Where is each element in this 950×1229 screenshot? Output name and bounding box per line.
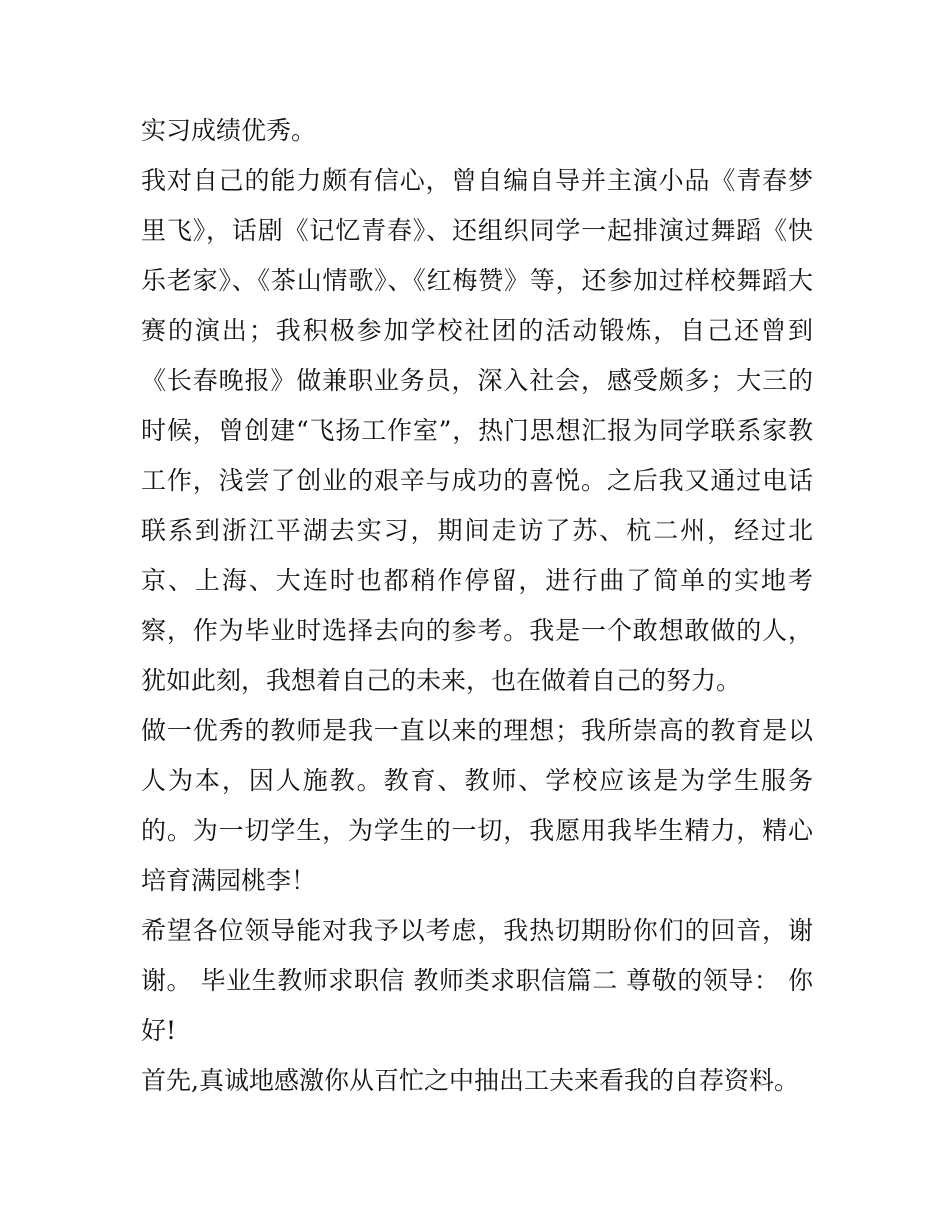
paragraph-teaching-ideal: 做一优秀的教师是我一直以来的理想；我所崇高的教育是以人为本，因人施教。教育、教师、学校应该是为学生服务的。为一切学生，为学生的一切，我愿用我毕生精力，精心培育满园桃李！ xyxy=(141,716,813,895)
paragraph-closing-and-heading: 希望各位领导能对我予以考虑，我热切期盼你们的回音，谢谢。 毕业生教师求职信 教师类求职信篇二 尊敬的领导： 你好! xyxy=(141,916,813,1045)
paragraph-internship-result: 实习成绩优秀。 xyxy=(141,116,317,145)
paragraph-experience: 我对自己的能力颇有信心，曾自编自导并主演小品《青春梦里飞》，话剧《记忆青春》、还组织同学一起排演过舞蹈《快乐老家》、《茶山情歌》、《红梅赞》等，还参加过样校舞蹈大赛的演出；我积极参加学校社团的活动锻炼，自己还曾到《长春晚报》做兼职业务员，深入社会，感受颇多；大三的时候，曾创建“飞扬工作室”，热门思想汇报为同学联系家教工作，浅尝了创业的艰辛与成功的喜悦。之后我又通过电话联系到浙江平湖去实习，期间走访了苏、杭二州，经过北京、上海、大连时也都稍作停留，进行曲了简单的实地考察，作为毕业时选择去向的参考。我是一个敢想敢做的人，犹如此刻，我想着自己的未来，也在做着自己的努力。 xyxy=(141,166,813,695)
paragraph-opening-thanks: 首先,真诚地感激你从百忙之中抽出工夫来看我的自荐资料。 xyxy=(141,1066,799,1095)
document-body xyxy=(141,106,813,1106)
